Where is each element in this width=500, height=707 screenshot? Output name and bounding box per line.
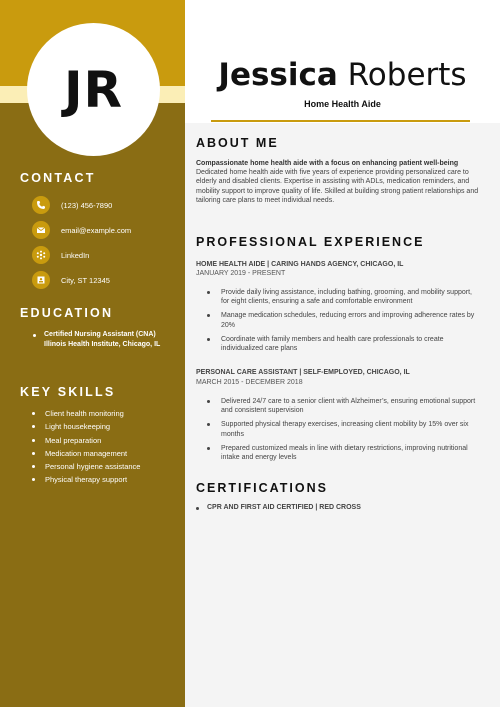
location-icon — [32, 271, 50, 289]
skill-item: Physical therapy support — [32, 473, 177, 486]
contact-location — [32, 271, 182, 289]
job-bullet: Provide daily living assistance, including bathing, grooming, and mobility support, for eight clients, ensuring a safe and comfortable environment — [207, 288, 479, 306]
candidate-name — [185, 57, 500, 93]
about-text — [196, 159, 481, 205]
job-dates-1: JANUARY 2019 - PRESENT — [196, 270, 286, 277]
initials-avatar — [27, 23, 160, 156]
education-bullet — [33, 334, 36, 337]
job-bullet: Prepared customized meals in line with dietary restrictions, improving nutritional intake and energy levels — [207, 444, 479, 462]
job-bullet: Supported physical therapy exercises, increasing client mobility by 15% over six months — [207, 420, 479, 438]
about-lead: Compassionate home health aide with a focus on enhancing patient well-being — [196, 160, 459, 167]
first-name: Jessica — [218, 57, 338, 93]
job-bullet: Delivered 24/7 care to a senior client with Alzheimer’s, ensuring emotional support and consistent supervision — [207, 397, 479, 415]
job-bullet: Coordinate with family members and health care professionals to create individualized care plans — [207, 335, 479, 353]
skills-list — [32, 407, 177, 487]
skill-item: Medication management — [32, 447, 177, 460]
experience-heading: PROFESSIONAL EXPERIENCE — [196, 235, 425, 249]
job-title: Home Health Aide — [304, 99, 381, 109]
about-heading: ABOUT ME — [196, 136, 279, 150]
skill-item: Light housekeeping — [32, 420, 177, 433]
contact-phone — [32, 196, 182, 214]
job-title-1: HOME HEALTH AIDE | CARING HANDS AGENCY, CHICAGO, IL — [196, 261, 404, 268]
education-school: Illinois Health Institute, Chicago, IL — [44, 341, 161, 348]
contact-heading: CONTACT — [20, 171, 96, 185]
skill-item: Client health monitoring — [32, 407, 177, 420]
job-title-2: PERSONAL CARE ASSISTANT | SELF-EMPLOYED, CHICAGO, IL — [196, 369, 410, 376]
certification-item: CPR AND FIRST AID CERTIFIED | RED CROSS — [196, 504, 361, 511]
about-body: Dedicated home health aide with five years of experience providing personalized care to elderly and disabled clients. Expertise in assisting with ADLs, medication reminders, and mobility support to improve quality of life. Skilled at building strong patient relationships and tailoring care plans to meet individual needs. — [196, 169, 479, 204]
phone-icon — [32, 196, 50, 214]
last-name: Roberts — [347, 57, 467, 93]
skill-item: Personal hygiene assistance — [32, 460, 177, 473]
linkedin-icon — [32, 246, 50, 264]
education-degree: Certified Nursing Assistant (CNA) — [44, 331, 156, 338]
initials-text: JR — [63, 60, 124, 119]
education-entry — [44, 330, 174, 350]
education-heading: EDUCATION — [20, 306, 114, 320]
contact-phone-text: (123) 456-7890 — [61, 200, 113, 210]
certifications-heading: CERTIFICATIONS — [196, 481, 328, 495]
job-dates-2: MARCH 2015 - DECEMBER 2018 — [196, 379, 303, 386]
job-bullets-1 — [207, 288, 479, 358]
skills-heading: KEY SKILLS — [20, 385, 116, 399]
skill-item: Meal preparation — [32, 434, 177, 447]
header-divider — [211, 120, 470, 122]
email-icon — [32, 221, 50, 239]
contact-email-text: email@example.com — [61, 225, 132, 235]
job-bullets-2 — [207, 397, 479, 467]
job-bullet: Manage medication schedules, reducing errors and improving adherence rates by 20% — [207, 311, 479, 329]
contact-linkedin — [32, 246, 182, 264]
contact-linkedin-text: LinkedIn — [61, 250, 90, 260]
contact-email — [32, 221, 182, 239]
contact-location-text: City, ST 12345 — [61, 275, 110, 285]
